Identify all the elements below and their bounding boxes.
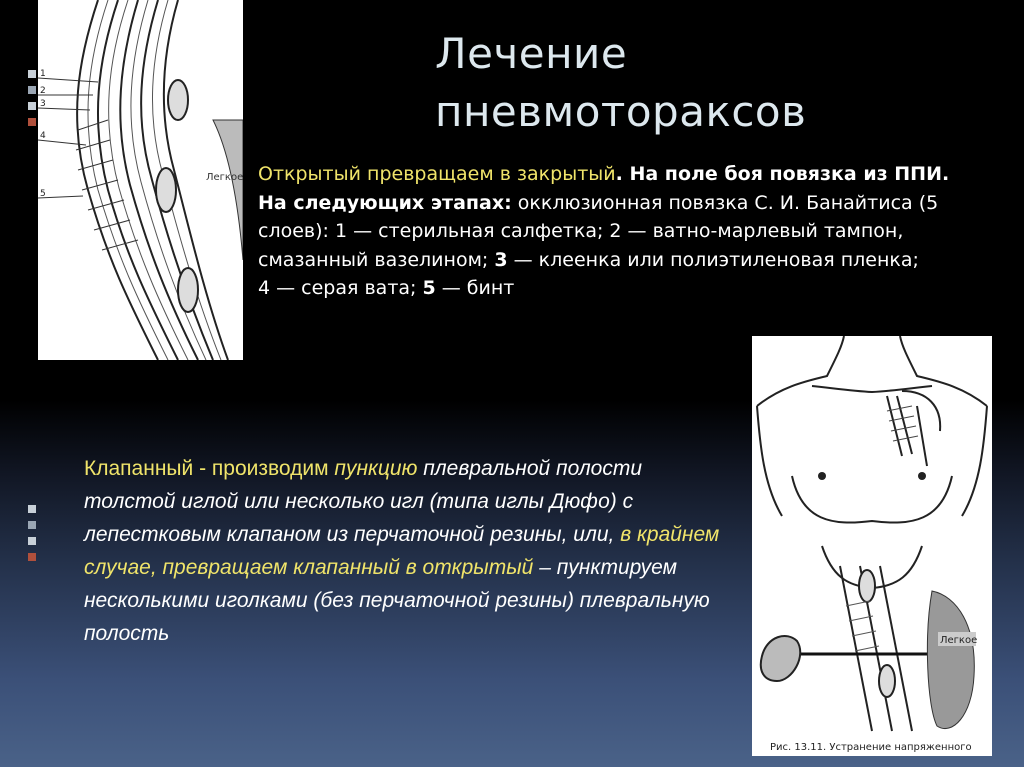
lung-label: Легкое — [206, 172, 243, 183]
text-run: — серая вата; — [270, 277, 423, 299]
figure-caption: Рис. 13.11. Устранение напряженного — [770, 742, 972, 753]
valve-pneumothorax-text — [84, 452, 724, 650]
lung-label: Легкое — [940, 635, 978, 646]
text-run: 5 — [422, 277, 436, 299]
text-run: окклюзионная повязка С. И. Банайтиса (5 слоев): 1 — стерильная салфетка; 2 — ватно-марлевый тампон, смазанный вазелином; — [258, 191, 939, 271]
bar-marker — [28, 553, 36, 561]
text-run: в крайнем случае, превращаем клапанный в открытый — [84, 523, 720, 579]
slide-title — [435, 25, 995, 141]
number-label: 2 — [40, 86, 46, 96]
title-line: пневмотораксов — [435, 87, 807, 136]
number-label: 5 — [40, 189, 46, 199]
torso-drawing — [752, 336, 992, 756]
valve-pneumothorax-figure — [752, 336, 992, 756]
number-label: 3 — [40, 99, 46, 109]
text-run: плевральной полости толстой иглой или несколько игл (типа иглы Дюфо) с лепестковым клапаном из перчаточной резины, или, — [84, 457, 643, 546]
bar-marker — [28, 537, 36, 545]
text-run: 3 — [494, 248, 508, 271]
number-label: 4 — [40, 131, 46, 141]
text-run: пункцию — [334, 457, 418, 480]
text-run: Клапанный - производим — [84, 457, 335, 480]
text-run: 4 — [258, 277, 271, 299]
bar-marker — [28, 70, 36, 78]
number-label: 1 — [40, 69, 46, 79]
title-line: Лечение — [435, 29, 628, 78]
bar-marker — [28, 118, 36, 126]
text-run: – пунктируем несколькими иголками (без перчаточной резины) плевральную полость — [84, 556, 710, 645]
bar-marker — [28, 505, 36, 513]
text-run: — бинт — [435, 277, 515, 299]
bar-marker — [28, 86, 36, 94]
text-run: — клеенка или полиэтиленовая пленка; — [507, 248, 919, 271]
open-pneumothorax-text — [258, 160, 978, 303]
text-run: . На поле боя повязка из ППИ. На следующих этапах: — [258, 163, 950, 214]
bar-marker — [28, 521, 36, 529]
chest-wall-drawing — [38, 0, 243, 360]
chest-wall-dressing-diagram — [38, 0, 243, 360]
bar-marker — [28, 102, 36, 110]
text-run: Открытый превращаем в закрытый — [258, 163, 616, 185]
